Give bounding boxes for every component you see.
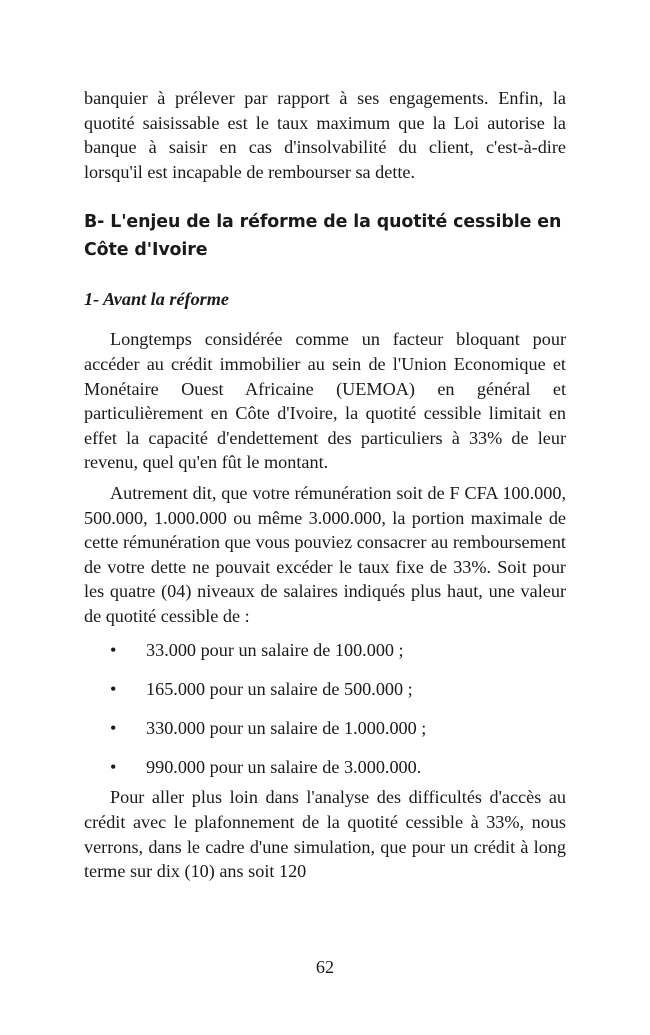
bullet-item (84, 716, 566, 741)
bullet-text: 990.000 pour un salaire de 3.000.000. (146, 756, 422, 777)
bullet-item (84, 677, 566, 702)
page-content (84, 86, 566, 884)
bullet-item (84, 755, 566, 780)
salary-bullet-list (84, 638, 566, 780)
bullet-text: 33.000 pour un salaire de 100.000 ; (146, 639, 404, 660)
body-paragraph-3: Pour aller plus loin dans l'analyse des difficultés d'accès au crédit avec le plafonnement de la quotité cessible à 33%, nous verrons, dans le cadre d'une simulation, que pour un crédit à long terme sur dix (10) ans soit 120 (84, 787, 566, 882)
body-paragraph-2: Autrement dit, que votre rémunération soit de F CFA 100.000, 500.000, 1.000.000 ou même 3.000.000, la portion maximale de cette rémunération que vous pouviez consacrer au remboursement de votre dette ne pouvait excéder le taux fixe de 33%. Soit pour les quatre (04) niveaux de salaires indiqués plus haut, une valeur de quotité cessible de : (84, 482, 566, 626)
bullet-text: 165.000 pour un salaire de 500.000 ; (146, 678, 413, 699)
page-number: 62 (315, 957, 335, 977)
bullet-item (84, 638, 566, 663)
bullet-icon: • (110, 639, 117, 660)
bullet-icon: • (110, 756, 117, 777)
bullet-text: 330.000 pour un salaire de 1.000.000 ; (146, 717, 427, 738)
subsection-heading: 1- Avant la réforme (84, 289, 229, 310)
section-heading: B- L'enjeu de la réforme de la quotité cessible en Côte d'Ivoire (84, 212, 562, 261)
bullet-icon: • (110, 678, 117, 699)
body-paragraph-1: Longtemps considérée comme un facteur bloquant pour accéder au crédit immobilier au sein de l'Union Economique et Monétaire Ouest Africaine (UEMOA) en général et particulièrement en Côte d'Ivoire, la quotité cessible limitait en effet la capacité d'endettement des particuliers à 33% de leur revenu, quel qu'en fût le montant. (84, 329, 566, 473)
bullet-icon: • (110, 717, 117, 738)
intro-paragraph: banquier à prélever par rapport à ses engagements. Enfin, la quotité saisissable est le taux maximum que la Loi autorise la banque à saisir en cas d'insolvabilité du client, c'est-à-dire lorsqu'il est incapable de rembourser sa dette. (84, 88, 566, 182)
